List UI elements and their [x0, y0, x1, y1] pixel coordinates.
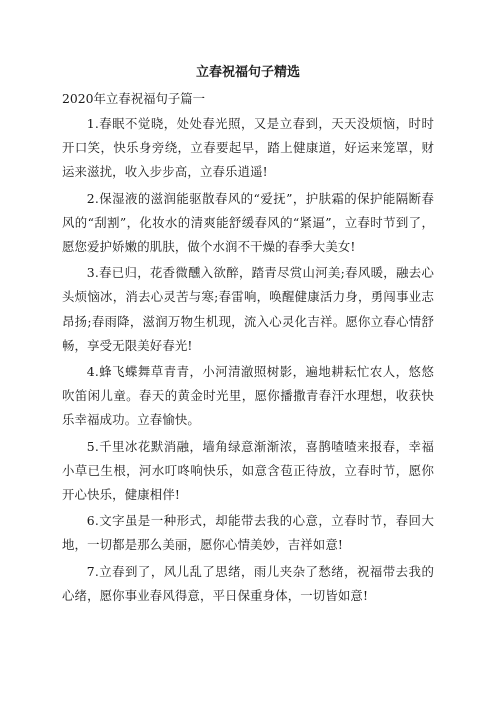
paragraph-4: 4.蜂飞蝶舞草青青，小河清澈照树影，遍地耕耘忙农人，悠悠吹笛闲儿童。春天的黄金时光里，愿你播撒青春汗水理想，收获快乐幸福成功。立春愉快。 [62, 364, 434, 428]
document-page [62, 62, 434, 610]
paragraph-2: 2.保湿液的滋润能驱散春风的“爱抚”，护肤霜的保护能隔断春风的“刮割”，化妆水的清爽能舒缓春风的“紧逼”，立春时节到了，愿您爱护娇嫩的肌肤，做个水润不干燥的春季大美女! [62, 190, 434, 255]
paragraph-3: 3.春已归，花香微醺入欲醉，踏青尽赏山河美;春风暖，融去心头烦恼冰，消去心灵苦与寒;春雷响，唤醒健康活力身，勇闯事业志昂扬;春雨降，滋润万物生机现，流入心灵化吉祥。愿你立春心情舒畅，享受无限美好春光! [62, 265, 434, 353]
paragraph-5: 5.千里冰花默消融，墙角绿意渐渐浓，喜鹊喳喳来报春，幸福小草已生根，河水叮咚响快乐，如意含苞正待放，立春时节，愿你开心快乐，健康相伴! [62, 438, 434, 503]
paragraph-7: 7.立春到了，风儿乱了思绪，雨儿夹杂了愁绪，祝福带去我的心绪，愿你事业春风得意，平日保重身体，一切皆如意! [62, 563, 434, 603]
paragraph-1: 1.春眠不觉晓，处处春光照，又是立春到，天天没烦恼，时时开口笑，快乐身旁绕，立春要起早，踏上健康道，好运来笼罩，财运来滋扰，收入步步高，立春乐逍遥! [62, 116, 434, 180]
paragraph-6: 6.文字虽是一种形式，却能带去我的心意，立春时节，春回大地，一切都是那么美丽，愿你心情美妙，吉祥如意! [62, 513, 434, 553]
document-title: 立春祝福句子精选 [195, 65, 300, 80]
section-heading: 2020年立春祝福句子篇一 [62, 91, 206, 106]
